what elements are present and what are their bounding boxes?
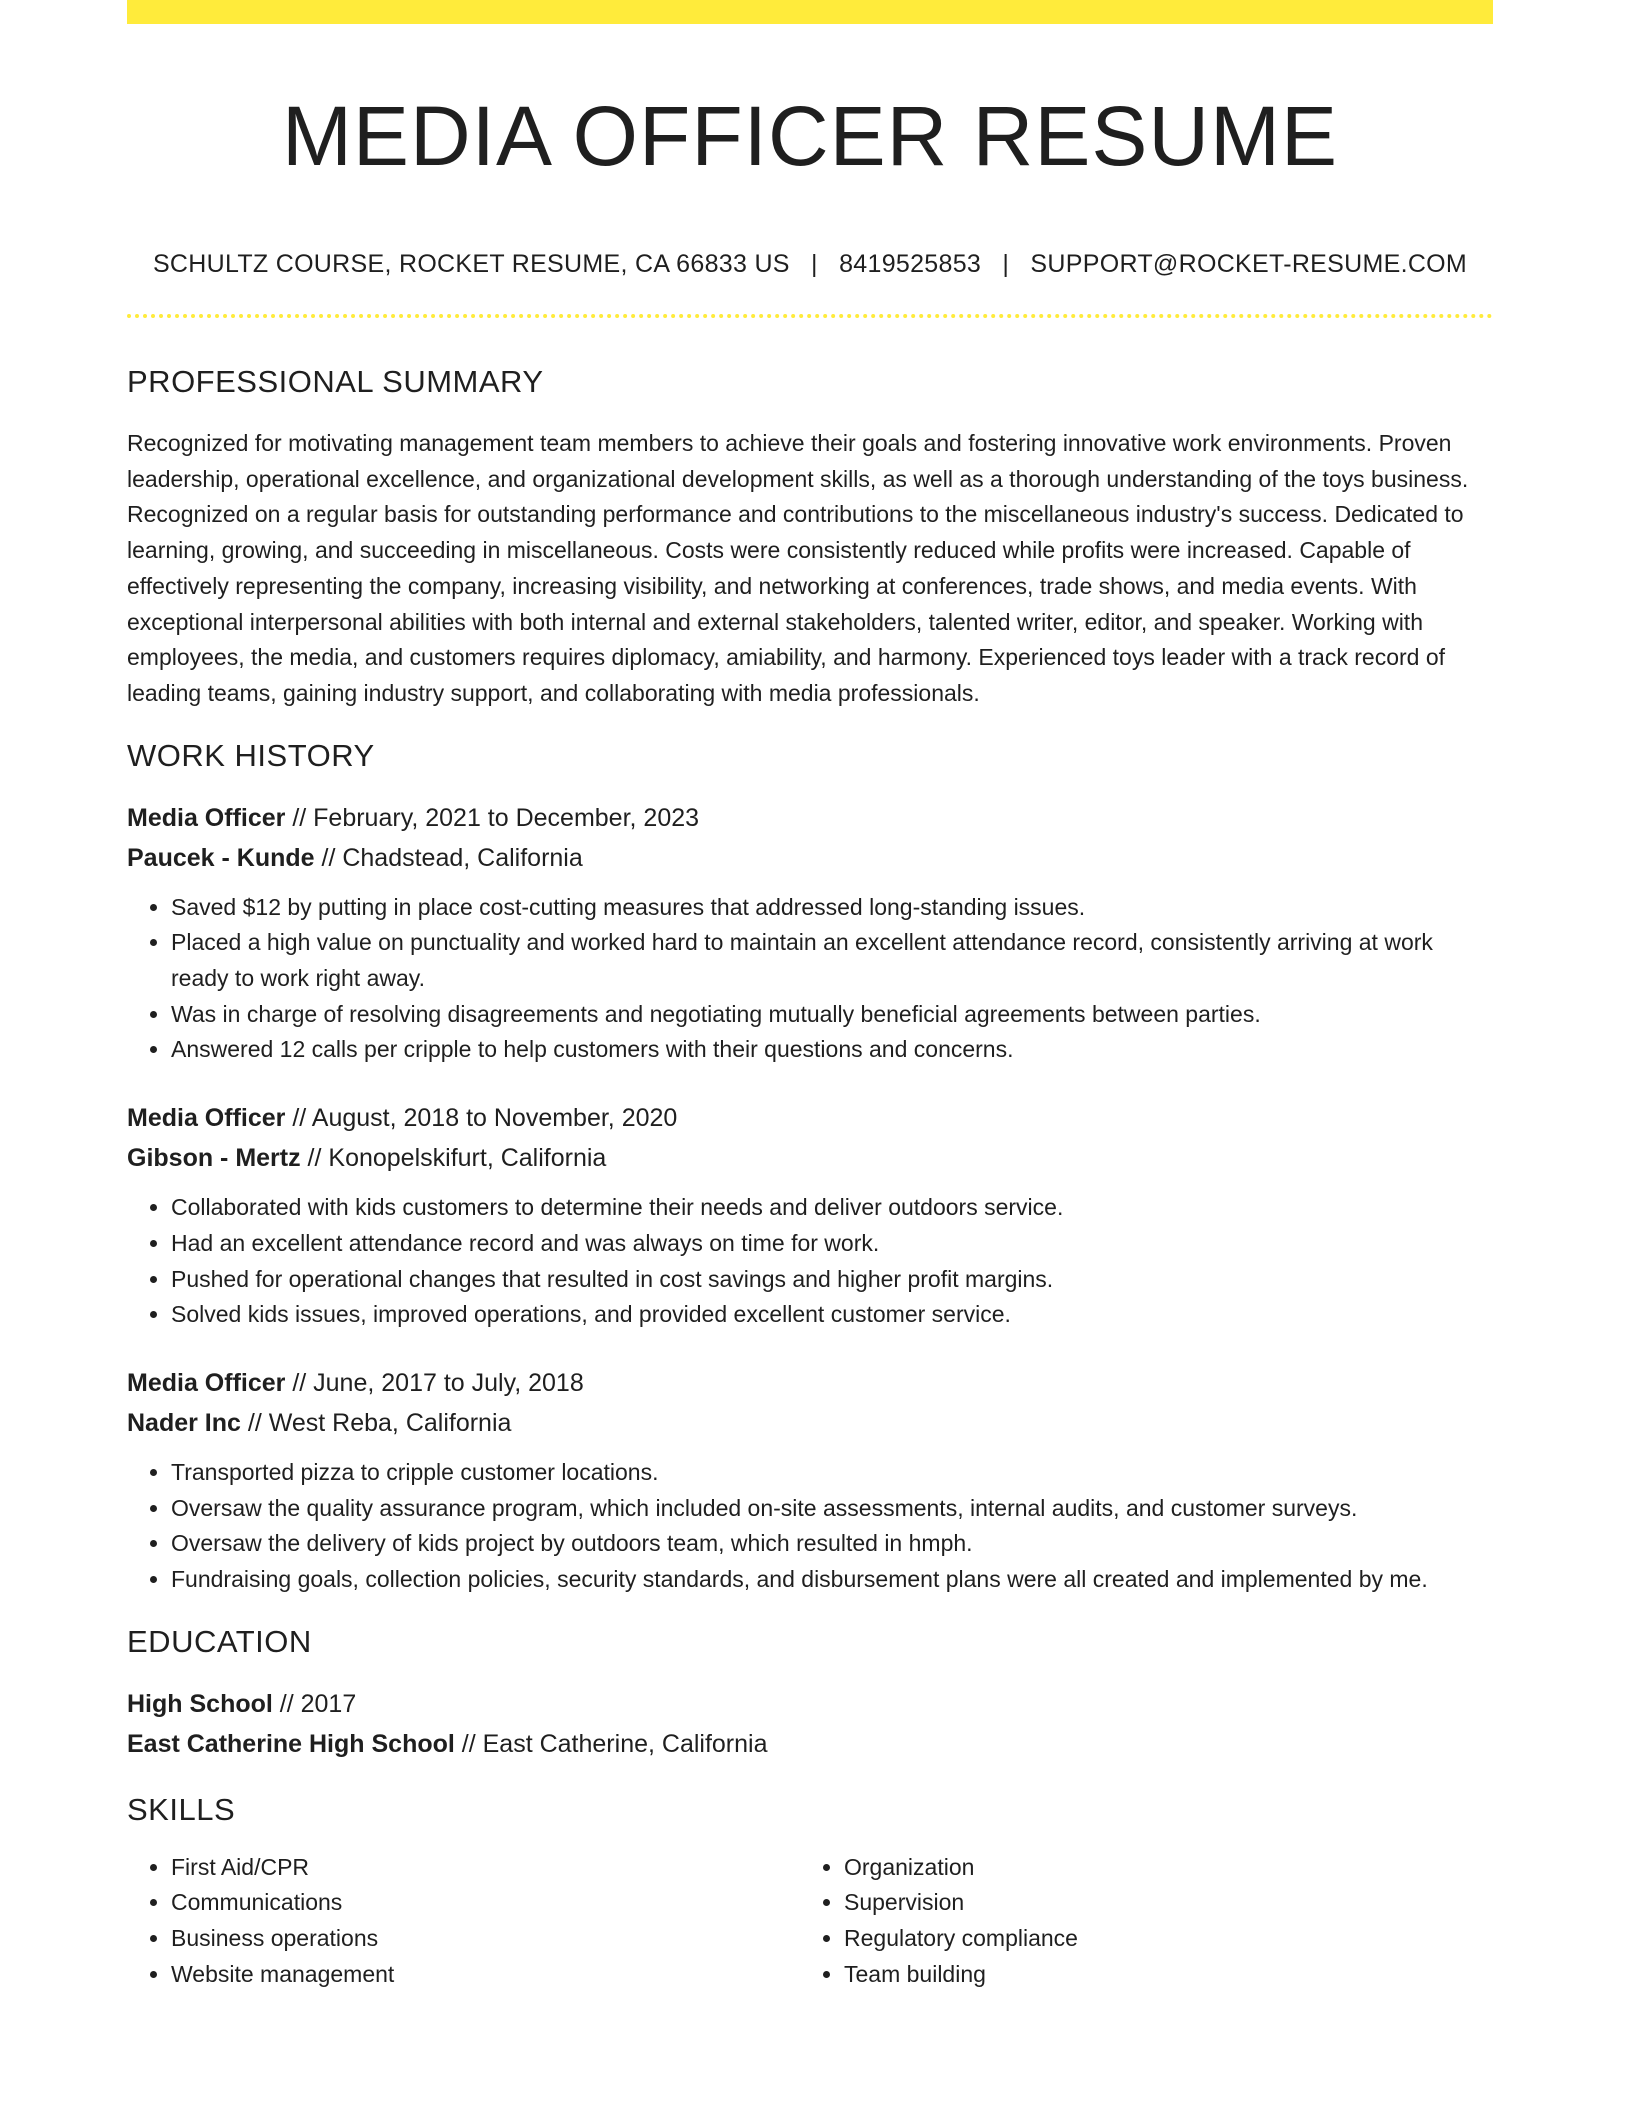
job-location: // Konopelskifurt, California [300, 1144, 607, 1173]
job-company: Nader Inc [127, 1408, 241, 1437]
contact-separator: | [811, 250, 818, 278]
job-company-line [127, 838, 1493, 878]
job-bullet: • Collaborated with kids customers to determine their needs and deliver outdoors service. [171, 1190, 1493, 1226]
job-company-line [127, 1138, 1493, 1178]
job-entry [127, 1098, 1493, 1333]
skill-item: • Regulatory compliance [844, 1921, 1473, 1957]
education-school: East Catherine High School [127, 1729, 455, 1758]
job-bullet: • Fundraising goals, collection policies, security standards, and disbursement plans were all created and implemented by me. [171, 1562, 1493, 1598]
job-bullets [127, 1455, 1493, 1598]
skills-column-right [800, 1850, 1473, 1993]
job-bullet: • Saved $12 by putting in place cost-cutting measures that addressed long-standing issues. [171, 890, 1493, 926]
job-bullet: • Placed a high value on punctuality and worked hard to maintain an excellent attendance record, consistently arriving at work ready to work right away. [171, 925, 1493, 996]
education-year: // 2017 [272, 1689, 357, 1718]
job-bullet: • Oversaw the quality assurance program, which included on-site assessments, internal audits, and customer surveys. [171, 1491, 1493, 1527]
skill-item: • Supervision [844, 1885, 1473, 1921]
header-divider [127, 314, 1493, 318]
job-title-line [127, 798, 1493, 838]
contact-email: SUPPORT@ROCKET-RESUME.COM [1030, 250, 1468, 278]
education-location: // East Catherine, California [454, 1729, 768, 1758]
summary-text: Recognized for motivating management team members to achieve their goals and fostering innovative work environments. Proven leadership, operational excellence, and organizational development skills, as well as a thorough understanding of the toys business. Recognized on a regular basis for outstanding performance and contributions to the miscellaneous industry's success. Dedicated to learning, growing, and succeeding in miscellaneous. Costs were consistently reduced while profits were increased. Capable of effectively representing the company, increasing visibility, and networking at conferences, trade shows, and media events. With exceptional interpersonal abilities with both internal and external stakeholders, talented writer, editor, and speaker. Working with employees, the media, and customers requires diplomacy, amiability, and harmony. Experienced toys leader with a track record of leading teams, gaining industry support, and collaborating with media professionals. [127, 430, 1469, 706]
education-heading: EDUCATION [127, 1623, 312, 1659]
job-role: Media Officer [127, 1368, 286, 1397]
job-bullet: • Had an excellent attendance record and was always on time for work. [171, 1226, 1493, 1262]
job-dates: // February, 2021 to December, 2023 [285, 803, 700, 832]
job-bullet: • Solved kids issues, improved operations, and provided excellent customer service. [171, 1297, 1493, 1333]
skill-item: • Organization [844, 1850, 1473, 1886]
resume-page [127, 0, 1493, 1993]
contact-address: SCHULTZ COURSE, ROCKET RESUME, CA 66833 US [152, 250, 790, 278]
contact-phone: 8419525853 [839, 250, 982, 278]
job-company: Paucek - Kunde [127, 843, 315, 872]
work-history-heading: WORK HISTORY [127, 737, 375, 773]
skill-item: • Team building [844, 1957, 1473, 1993]
job-company: Gibson - Mertz [127, 1144, 301, 1173]
job-entry [127, 798, 1493, 1069]
job-location: // Chadstead, California [314, 843, 583, 872]
job-bullet: • Transported pizza to cripple customer locations. [171, 1455, 1493, 1491]
skill-item: • Website management [171, 1957, 800, 1993]
education-school-line [127, 1724, 1493, 1764]
job-bullet: • Was in charge of resolving disagreements and negotiating mutually beneficial agreements between parties. [171, 997, 1493, 1033]
job-title-line [127, 1098, 1493, 1138]
job-company-line [127, 1403, 1493, 1443]
job-bullet: • Oversaw the delivery of kids project by outdoors team, which resulted in hmph. [171, 1526, 1493, 1562]
skill-item: • Business operations [171, 1921, 800, 1957]
job-title-line [127, 1363, 1493, 1403]
skills-grid [127, 1850, 1493, 1993]
job-location: // West Reba, California [240, 1408, 512, 1437]
education-degree-line [127, 1684, 1493, 1724]
job-dates: // August, 2018 to November, 2020 [285, 1104, 678, 1133]
contact-separator: | [1002, 250, 1010, 278]
education-degree: High School [127, 1689, 273, 1718]
job-role: Media Officer [127, 1104, 286, 1133]
job-bullet: • Answered 12 calls per cripple to help customers with their questions and concerns. [171, 1032, 1493, 1068]
top-accent-bar [127, 0, 1493, 24]
resume-title: MEDIA OFFICER RESUME [281, 89, 1339, 183]
job-entry [127, 1363, 1493, 1598]
skills-column-left [127, 1850, 800, 1993]
job-role: Media Officer [127, 803, 286, 832]
job-bullets [127, 1190, 1493, 1333]
summary-heading: PROFESSIONAL SUMMARY [127, 364, 544, 399]
skill-item: • First Aid/CPR [171, 1850, 800, 1886]
skills-heading: SKILLS [127, 1791, 236, 1827]
skill-item: • Communications [171, 1885, 800, 1921]
job-dates: // June, 2017 to July, 2018 [285, 1368, 584, 1397]
job-bullet: • Pushed for operational changes that resulted in cost savings and higher profit margins. [171, 1262, 1493, 1298]
contact-line [127, 248, 1493, 280]
job-bullets [127, 890, 1493, 1069]
